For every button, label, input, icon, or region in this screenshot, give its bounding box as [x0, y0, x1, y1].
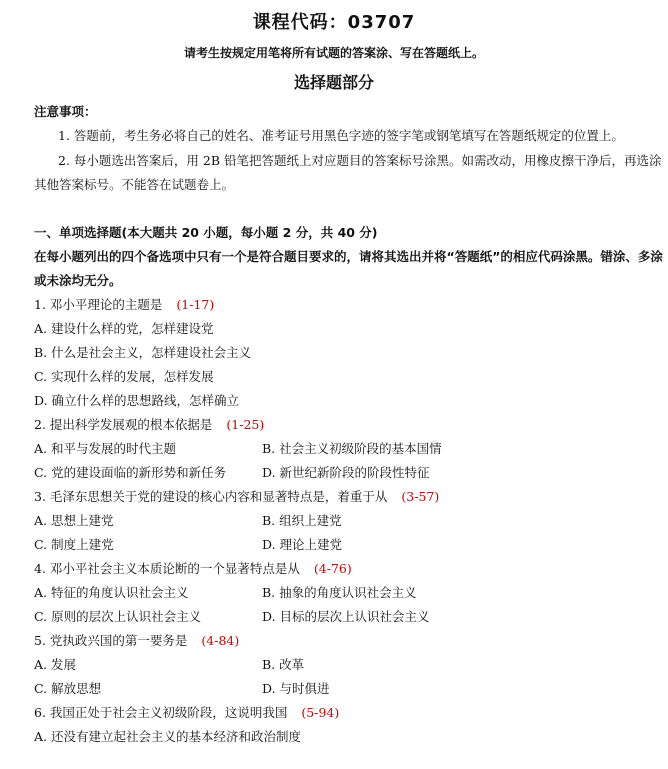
question-3-option-a: A. 思想上建党: [34, 513, 114, 528]
question-2-option-b: B. 社会主义初级阶段的基本国情: [262, 441, 442, 456]
section-title: 选择题部分: [293, 73, 374, 92]
course-code-title: 课程代码：03707: [252, 12, 416, 33]
notes-item-2-line-2: 其他答案标号。不能答在试题卷上。: [34, 177, 235, 192]
notes-item-1: 1. 答题前，考生务必将自己的姓名、准考证号用黑色字迹的签字笔或钢笔填写在答题纸规定的位置上。: [58, 128, 624, 143]
question-2-option-d: D. 新世纪新阶段的阶段性特征: [262, 465, 430, 480]
question-5-option-d: D. 与时俱进: [262, 681, 330, 696]
part1-heading: 一、单项选择题(本大题共 20 小题，每小题 2 分，共 40 分): [34, 225, 378, 240]
question-4-option-b: B. 抽象的角度认识社会主义: [262, 585, 417, 600]
question-2-option-c: C. 党的建设面临的新形势和新任务: [34, 465, 227, 480]
question-6-ref: (5-94): [301, 705, 340, 720]
question-6-text: 6. 我国正处于社会主义初级阶段，这说明我国: [34, 705, 288, 720]
question-3-stem: [34, 489, 439, 505]
question-5-option-b: B. 改革: [262, 657, 305, 672]
question-5-stem: [34, 633, 239, 649]
question-5-ref: (4-84): [201, 633, 240, 648]
question-5-option-a: A. 发展: [34, 657, 76, 672]
question-4-text: 4. 邓小平社会主义本质论断的一个显著特点是从: [34, 561, 300, 576]
question-6-option-a: A. 还没有建立起社会主义的基本经济和政治制度: [34, 729, 301, 744]
question-5-option-c: C. 解放思想: [34, 681, 102, 696]
question-5-text: 5. 党执政兴国的第一要务是: [34, 633, 188, 648]
question-1-option-b: B. 什么是社会主义，怎样建设社会主义: [34, 345, 252, 360]
question-1-option-d: D. 确立什么样的思想路线，怎样确立: [34, 393, 240, 408]
question-2-text: 2. 提出科学发展观的根本依据是: [34, 417, 213, 432]
question-4-stem: [34, 561, 352, 577]
question-3-ref: (3-57): [401, 489, 440, 504]
question-3-text: 3. 毛泽东思想关于党的建设的核心内容和显著特点是，着重于从: [34, 489, 388, 504]
question-3-option-d: D. 理论上建党: [262, 537, 343, 552]
question-4-ref: (4-76): [313, 561, 352, 576]
question-3-option-c: C. 制度上建党: [34, 537, 114, 552]
question-6-stem: [34, 705, 339, 721]
question-1-stem: [34, 297, 214, 313]
part1-desc-line-1: 在每小题列出的四个备选项中只有一个是符合题目要求的，请将其选出并将“答题纸”的相应代码涂黑。错涂、多涂: [34, 249, 663, 264]
notes-heading: 注意事项：: [34, 104, 97, 119]
question-1-text: 1. 邓小平理论的主题是: [34, 297, 163, 312]
question-1-option-c: C. 实现什么样的发展，怎样发展: [34, 369, 214, 384]
question-1-option-a: A. 建设什么样的党，怎样建设党: [34, 321, 214, 336]
question-4-option-a: A. 特征的角度认识社会主义: [34, 585, 189, 600]
notes-item-2-line-1: 2. 每小题选出答案后，用 2B 铅笔把答题纸上对应题目的答案标号涂黑。如需改动，用橡皮擦干净后，再选涂: [58, 153, 662, 168]
part1-desc-line-2: 或未涂均无分。: [34, 273, 122, 288]
question-2-ref: (1-25): [226, 417, 265, 432]
question-1-ref: (1-17): [176, 297, 215, 312]
question-2-option-a: A. 和平与发展的时代主题: [34, 441, 176, 456]
question-2-stem: [34, 417, 264, 433]
question-4-option-d: D. 目标的层次上认识社会主义: [262, 609, 430, 624]
question-4-option-c: C. 原则的层次上认识社会主义: [34, 609, 202, 624]
answer-instruction: 请考生按规定用笔将所有试题的答案涂、写在答题纸上。: [183, 46, 484, 60]
question-3-option-b: B. 组织上建党: [262, 513, 342, 528]
